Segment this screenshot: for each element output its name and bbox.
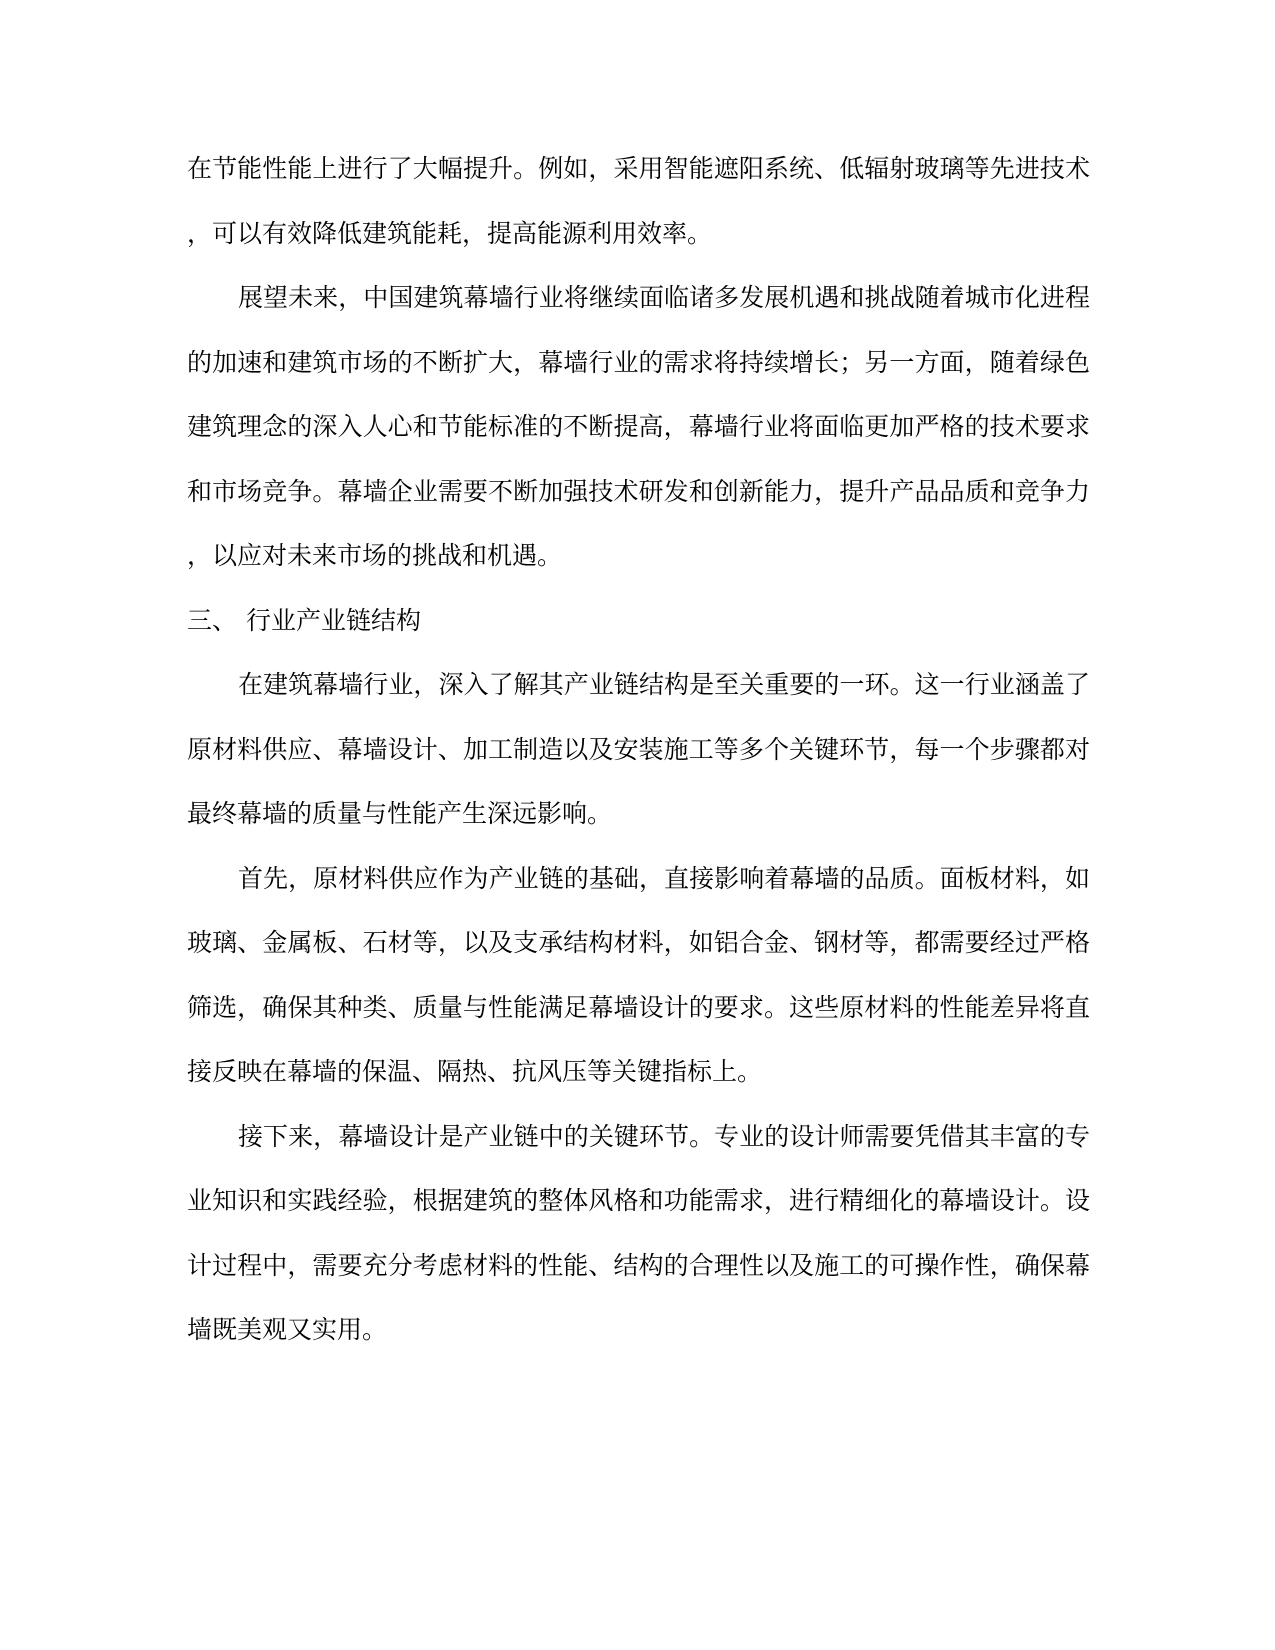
page-text [187, 137, 1090, 1363]
text-line: 最终幕墙的质量与性能产生深远影响。 [187, 799, 613, 828]
text-line: 接反映在幕墙的保温、隔热、抗风压等关键指标上。 [187, 1057, 763, 1086]
text-line: 墙既美观又实用。 [187, 1315, 388, 1344]
text-line: ，以应对未来市场的挑战和机遇。 [187, 541, 563, 570]
paragraph [187, 1105, 1090, 1363]
paragraph [187, 266, 1090, 589]
text-line: 和市场竞争。幕墙企业需要不断加强技术研发和创新能力，提升产品品质和竞争力 [187, 476, 1090, 506]
paragraph [187, 847, 1090, 1105]
paragraph [187, 137, 1090, 266]
section-title: 行业产业链结构 [246, 605, 422, 635]
text-line: 接下来，幕墙设计是产业链中的关键环节。专业的设计师需要凭借其丰富的专 [238, 1121, 1090, 1151]
section-heading [187, 589, 1090, 654]
section-number: 三、 [187, 605, 238, 635]
text-line: 建筑理念的深入人心和节能标准的不断提高，幕墙行业将面临更加严格的技术要求 [187, 412, 1090, 441]
text-line: 首先，原材料供应作为产业链的基础，直接影响着幕墙的品质。面板材料，如 [238, 863, 1090, 893]
text-line: 展望未来，中国建筑幕墙行业将继续面临诸多发展机遇和挑战随着城市化进程 [238, 283, 1090, 312]
text-line: 筛选，确保其种类、质量与性能满足幕墙设计的要求。这些原材料的性能差异将直 [187, 992, 1090, 1022]
text-line: 在节能性能上进行了大幅提升。例如，采用智能遮阳系统、低辐射玻璃等先进技术 [187, 154, 1090, 183]
text-line: 业知识和实践经验，根据建筑的整体风格和功能需求，进行精细化的幕墙设计。设 [187, 1186, 1090, 1215]
text-line: 计过程中，需要充分考虑材料的性能、结构的合理性以及施工的可操作性，确保幕 [187, 1250, 1090, 1280]
text-line: 玻璃、金属板、石材等，以及支承结构材料，如铝合金、钢材等，都需要经过严格 [187, 928, 1090, 957]
text-line: 原材料供应、幕墙设计、加工制造以及安装施工等多个关键环节，每一个步骤都对 [187, 734, 1090, 764]
section-heading-line [187, 589, 1090, 654]
text-line: 在建筑幕墙行业，深入了解其产业链结构是至关重要的一环。这一行业涵盖了 [238, 670, 1090, 699]
text-line: 的加速和建筑市场的不断扩大，幕墙行业的需求将持续增长；另一方面，随着绿色 [187, 347, 1090, 377]
text-line: ，可以有效降低建筑能耗，提高能源利用效率。 [187, 218, 713, 248]
paragraph [187, 653, 1090, 847]
